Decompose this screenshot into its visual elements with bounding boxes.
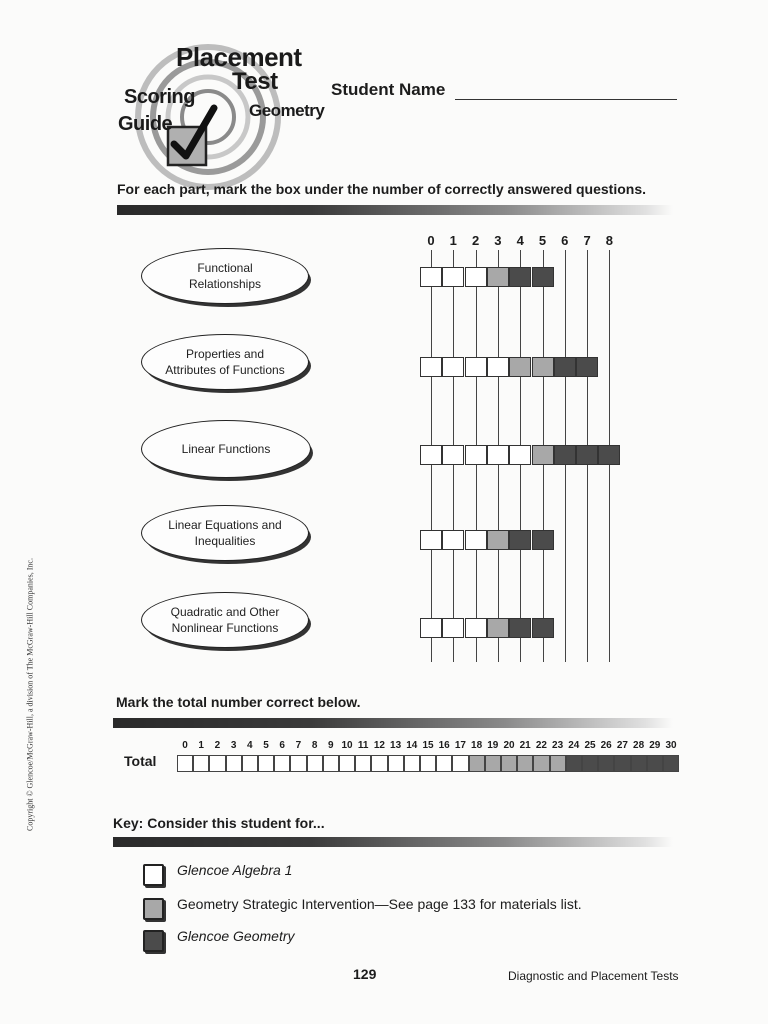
key-swatch-white (143, 864, 164, 886)
total-scale-number-3: 3 (230, 740, 237, 751)
key-title: Key: Consider this student for... (113, 815, 325, 831)
key-item-text: Glencoe Geometry (177, 928, 295, 944)
divider-band (113, 837, 673, 847)
part-name-oval: Linear Equations and Inequalities (141, 505, 309, 561)
total-score-box-13[interactable] (388, 755, 404, 772)
total-score-box-29[interactable] (647, 755, 663, 772)
total-score-box-19[interactable] (485, 755, 501, 772)
total-scale-number-30: 30 (665, 740, 677, 751)
total-score-box-2[interactable] (209, 755, 225, 772)
score-box-0[interactable] (420, 618, 442, 638)
total-scale-number-6: 6 (279, 740, 285, 751)
score-box-6[interactable] (554, 445, 576, 465)
score-box-1[interactable] (442, 445, 464, 465)
score-box-3[interactable] (487, 357, 509, 377)
score-box-5[interactable] (532, 445, 554, 465)
total-scale-number-24: 24 (568, 740, 580, 751)
total-score-box-24[interactable] (566, 755, 582, 772)
scale-number-3: 3 (494, 233, 502, 248)
total-score-box-6[interactable] (274, 755, 290, 772)
total-scale-number-16: 16 (438, 740, 450, 751)
total-scale-number-22: 22 (535, 740, 547, 751)
scale-number-5: 5 (538, 233, 547, 248)
score-box-4[interactable] (509, 618, 531, 638)
score-box-3[interactable] (487, 618, 509, 638)
total-score-box-3[interactable] (226, 755, 242, 772)
total-scale-number-19: 19 (487, 740, 499, 751)
total-score-box-15[interactable] (420, 755, 436, 772)
part-name-oval: Quadratic and Other Nonlinear Functions (141, 592, 309, 648)
total-scale-number-17: 17 (454, 740, 466, 751)
score-box-0[interactable] (420, 530, 442, 550)
score-box-1[interactable] (442, 357, 464, 377)
total-label: Total (124, 753, 157, 769)
total-score-box-18[interactable] (469, 755, 485, 772)
score-box-2[interactable] (465, 445, 487, 465)
score-box-4[interactable] (509, 267, 531, 287)
student-name-field[interactable] (455, 99, 677, 100)
total-score-box-17[interactable] (452, 755, 468, 772)
score-box-1[interactable] (442, 267, 464, 287)
scale-number-2: 2 (471, 233, 480, 248)
total-scale-number-8: 8 (311, 740, 318, 751)
scale-number-0: 0 (427, 233, 435, 248)
total-scale-number-15: 15 (422, 740, 434, 751)
total-scale-number-13: 13 (390, 740, 402, 751)
total-scale-number-9: 9 (328, 740, 334, 751)
score-box-8[interactable] (598, 445, 620, 465)
total-scale-number-1: 1 (198, 740, 204, 751)
total-score-box-28[interactable] (631, 755, 647, 772)
divider-band (117, 205, 673, 215)
total-score-box-23[interactable] (550, 755, 566, 772)
total-scale-number-4: 4 (247, 740, 253, 751)
placement-test-logo (116, 42, 331, 192)
score-box-5[interactable] (532, 357, 554, 377)
page-number: 129 (353, 966, 377, 982)
total-scale-number-23: 23 (552, 740, 564, 751)
total-score-box-4[interactable] (242, 755, 258, 772)
part-name-oval: Properties and Attributes of Functions (141, 334, 309, 390)
total-score-box-26[interactable] (598, 755, 614, 772)
key-swatch-dark (143, 930, 164, 952)
scale-number-4: 4 (516, 233, 524, 248)
score-box-2[interactable] (465, 530, 487, 550)
score-box-3[interactable] (487, 267, 509, 287)
total-score-box-1[interactable] (193, 755, 209, 772)
score-box-4[interactable] (509, 357, 531, 377)
logo-guide-word: Guide (118, 113, 173, 135)
key-swatch-gray (143, 898, 164, 920)
total-scale-number-26: 26 (600, 740, 612, 751)
part-name-oval: Linear Functions (141, 420, 311, 478)
total-scale-number-20: 20 (503, 740, 515, 751)
score-box-4[interactable] (509, 445, 531, 465)
score-box-7[interactable] (576, 357, 598, 377)
student-name-label: Student Name (331, 80, 446, 99)
score-box-5[interactable] (532, 618, 554, 638)
total-scale-number-11: 11 (357, 740, 369, 751)
total-scale-number-21: 21 (519, 740, 531, 751)
score-box-2[interactable] (465, 267, 487, 287)
score-box-0[interactable] (420, 357, 442, 377)
total-score-box-8[interactable] (307, 755, 323, 772)
total-score-box-12[interactable] (371, 755, 387, 772)
scale-number-1: 1 (449, 233, 457, 248)
total-score-box-14[interactable] (404, 755, 420, 772)
score-box-5[interactable] (532, 530, 554, 550)
total-score-box-27[interactable] (614, 755, 630, 772)
score-box-7[interactable] (576, 445, 598, 465)
total-score-box-9[interactable] (323, 755, 339, 772)
score-box-2[interactable] (465, 618, 487, 638)
score-box-2[interactable] (465, 357, 487, 377)
copyright-notice: Copyright © Glencoe/McGraw-Hill, a division of The McGraw-Hill Companies, Inc. (25, 558, 35, 831)
part-instruction: For each part, mark the box under the number of correctly answered questions. (117, 181, 647, 197)
total-score-box-11[interactable] (355, 755, 371, 772)
part-name-oval: Functional Relationships (141, 248, 309, 304)
total-score-box-25[interactable] (582, 755, 598, 772)
score-box-6[interactable] (554, 357, 576, 377)
footer-title: Diagnostic and Placement Tests (508, 969, 679, 983)
total-scale-number-7: 7 (295, 740, 302, 751)
total-scale-number-2: 2 (214, 740, 221, 751)
scale-number-6: 6 (561, 233, 569, 248)
total-score-box-30[interactable] (663, 755, 679, 772)
logo-placement-word: Placement (176, 42, 302, 72)
total-scale-number-12: 12 (373, 740, 385, 751)
total-score-box-22[interactable] (533, 755, 549, 772)
score-box-3[interactable] (487, 445, 509, 465)
score-box-3[interactable] (487, 530, 509, 550)
scale-number-8: 8 (605, 233, 613, 248)
total-score-box-7[interactable] (290, 755, 306, 772)
total-scale-number-18: 18 (471, 740, 483, 751)
key-item-text: Geometry Strategic Intervention—See page 133 for materials list. (177, 896, 582, 912)
score-box-1[interactable] (442, 530, 464, 550)
divider-band (113, 718, 673, 728)
total-score-box-20[interactable] (501, 755, 517, 772)
score-box-0[interactable] (420, 445, 442, 465)
total-score-box-21[interactable] (517, 755, 533, 772)
total-scale-number-10: 10 (341, 740, 353, 751)
total-score-box-0[interactable] (177, 755, 193, 772)
total-scale-number-29: 29 (649, 740, 661, 751)
logo-test-word: Test (232, 68, 278, 95)
total-scale-number-14: 14 (406, 740, 418, 751)
total-scale-number-25: 25 (584, 740, 596, 751)
total-scale-number-27: 27 (616, 740, 628, 751)
scale-number-7: 7 (583, 233, 591, 248)
score-box-0[interactable] (420, 267, 442, 287)
total-instruction: Mark the total number correct below. (116, 694, 361, 710)
total-scale-number-0: 0 (182, 740, 188, 751)
logo-subject-word: Geometry (249, 101, 325, 120)
score-box-5[interactable] (532, 267, 554, 287)
total-score-box-16[interactable] (436, 755, 452, 772)
logo-scoring-word: Scoring (124, 86, 195, 108)
total-scale-number-28: 28 (633, 740, 645, 751)
score-box-4[interactable] (509, 530, 531, 550)
score-box-1[interactable] (442, 618, 464, 638)
total-scale-number-5: 5 (263, 740, 269, 751)
total-score-box-5[interactable] (258, 755, 274, 772)
key-item-text: Glencoe Algebra 1 (177, 862, 293, 878)
total-score-box-10[interactable] (339, 755, 355, 772)
